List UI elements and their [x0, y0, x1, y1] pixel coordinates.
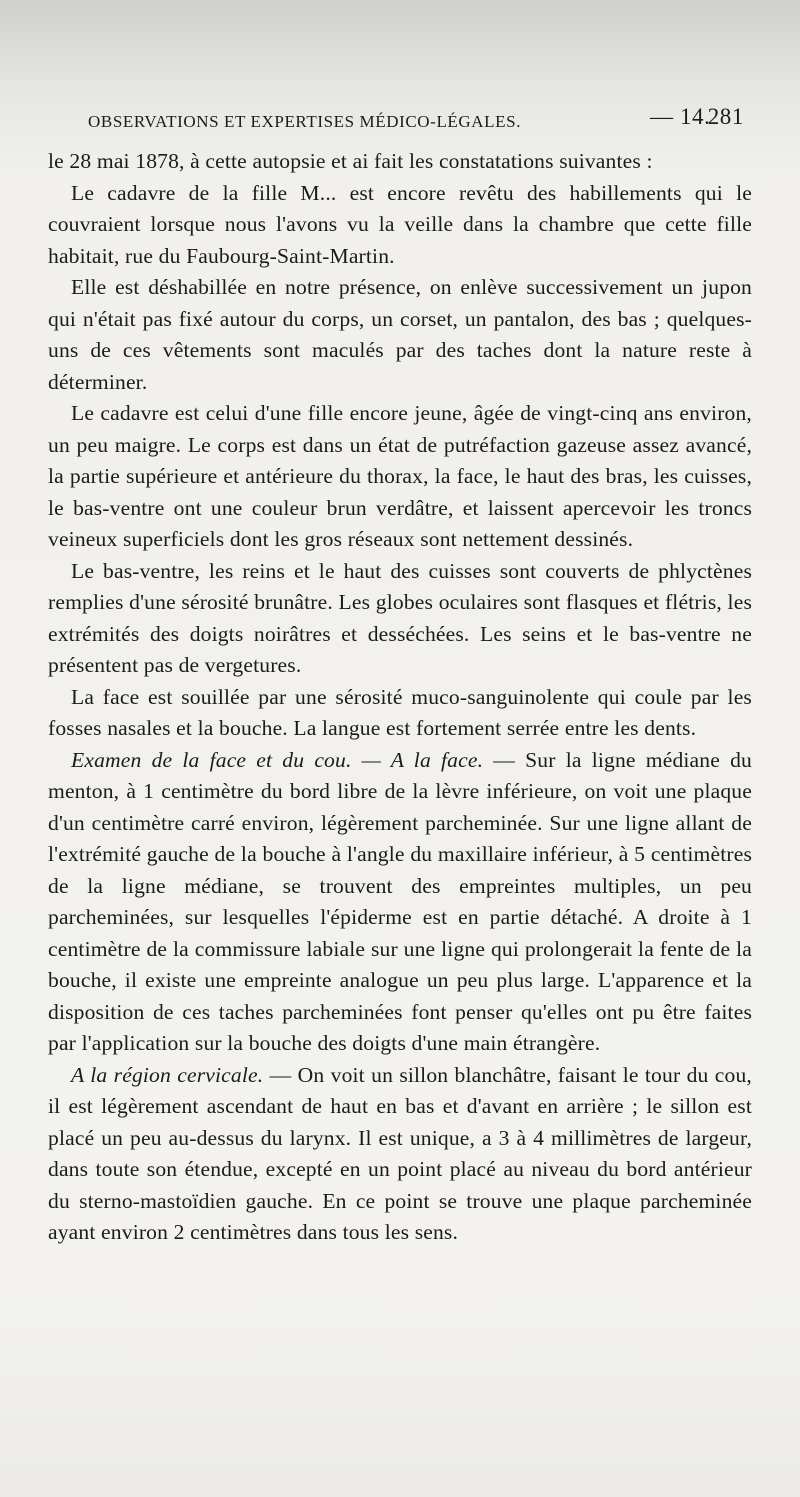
paragraph: [48, 556, 752, 682]
section-number: — 14.: [650, 104, 711, 129]
paragraph: [48, 1060, 752, 1249]
body-text: [48, 146, 752, 1249]
running-head-title: OBSERVATIONS ET EXPERTISES MÉDICO-LÉGALES.: [88, 112, 522, 131]
subsection-heading: A la région cervicale.: [71, 1062, 264, 1087]
paragraph-text: Le bas-ventre, les reins et le haut des cuisses sont couverts de phlyctènes remplies d'une sérosité brunâtre. Les globes oculaires sont flasques et flétris, les extrémités des doigts noirâtres et desséchées. Les seins et le bas-ventre ne présentent pas de vergetures.: [48, 558, 752, 677]
paragraph: [48, 398, 752, 556]
page-number: 281: [707, 104, 744, 129]
paragraph-text: Elle est déshabillée en notre présence, on enlève successivement un jupon qui n'était pas fixé autour du corps, un corset, un pantalon, des bas ; quelques-uns de ces vêtements sont maculés par des taches dont la nature reste à déterminer.: [48, 275, 752, 394]
paragraph-text: Le cadavre de la fille M... est encore revêtu des habillements qui le couvraient lorsque nous l'avons vu la veille dans la chambre que cette fille habitait, rue du Faubourg-Saint-Martin.: [48, 180, 752, 268]
paragraph-text: La face est souillée par une sérosité muco-sanguinolente qui coule par les fosses nasales et la bouche. La langue est fortement serrée entre les dents.: [48, 684, 752, 740]
paragraph-text: — Sur la ligne médiane du menton, à 1 centimètre du bord libre de la lèvre inférieure, on voit une plaque d'un centimètre carré environ, légèrement parcheminée. Sur une ligne allant de l'extrémité gauche de la bouche à l'angle du maxillaire inférieur, à 5 centimètres de la ligne médiane, se trouvent des empreintes multiples, un peu parcheminées, sur lesquelles l'épiderme est en partie détaché. A droite à 1 centimètre de la commissure labiale sur une ligne qui prolongerait la fente de la bouche, il existe une empreinte analogue un peu plus large. L'apparence et la disposition de ces taches parcheminées font penser qu'elles ont pu être faites par l'application sur la bouche des doigts d'une main étrangère.: [48, 747, 752, 1055]
paragraph: [48, 146, 752, 178]
paragraph: [48, 745, 752, 1060]
paragraph: [48, 682, 752, 745]
subsection-heading: Examen de la face et du cou. — A la face.: [71, 747, 484, 772]
paragraph-text: Le cadavre est celui d'une fille encore jeune, âgée de vingt-cinq ans environ, un peu maigre. Le corps est dans un état de putréfaction gazeuse assez avancé, la partie supérieure et antérieure du thorax, la face, le haut des bras, les cuisses, le bas-ventre ont une couleur brun verdâtre, et laissent apercevoir les troncs veineux superficiels dont les gros réseaux sont nettement dessinés.: [48, 401, 752, 551]
running-head: [88, 104, 748, 134]
paragraph-text: — On voit un sillon blanchâtre, faisant le tour du cou, il est légèrement ascendant de haut en bas et d'avant en arrière ; le sillon est placé un peu au-dessus du larynx. Il est unique, a 3 à 4 millimètres de largeur, dans toute son étendue, excepté en un point placé au niveau du bord antérieur du sterno-mastoïdien gauche. En ce point se trouve une plaque parcheminée ayant environ 2 centimètres dans tous les sens.: [48, 1062, 752, 1244]
paragraph-text: le 28 mai 1878, à cette autopsie et ai fait les constatations suivantes :: [48, 149, 653, 173]
paragraph: [48, 178, 752, 273]
paragraph: [48, 272, 752, 398]
